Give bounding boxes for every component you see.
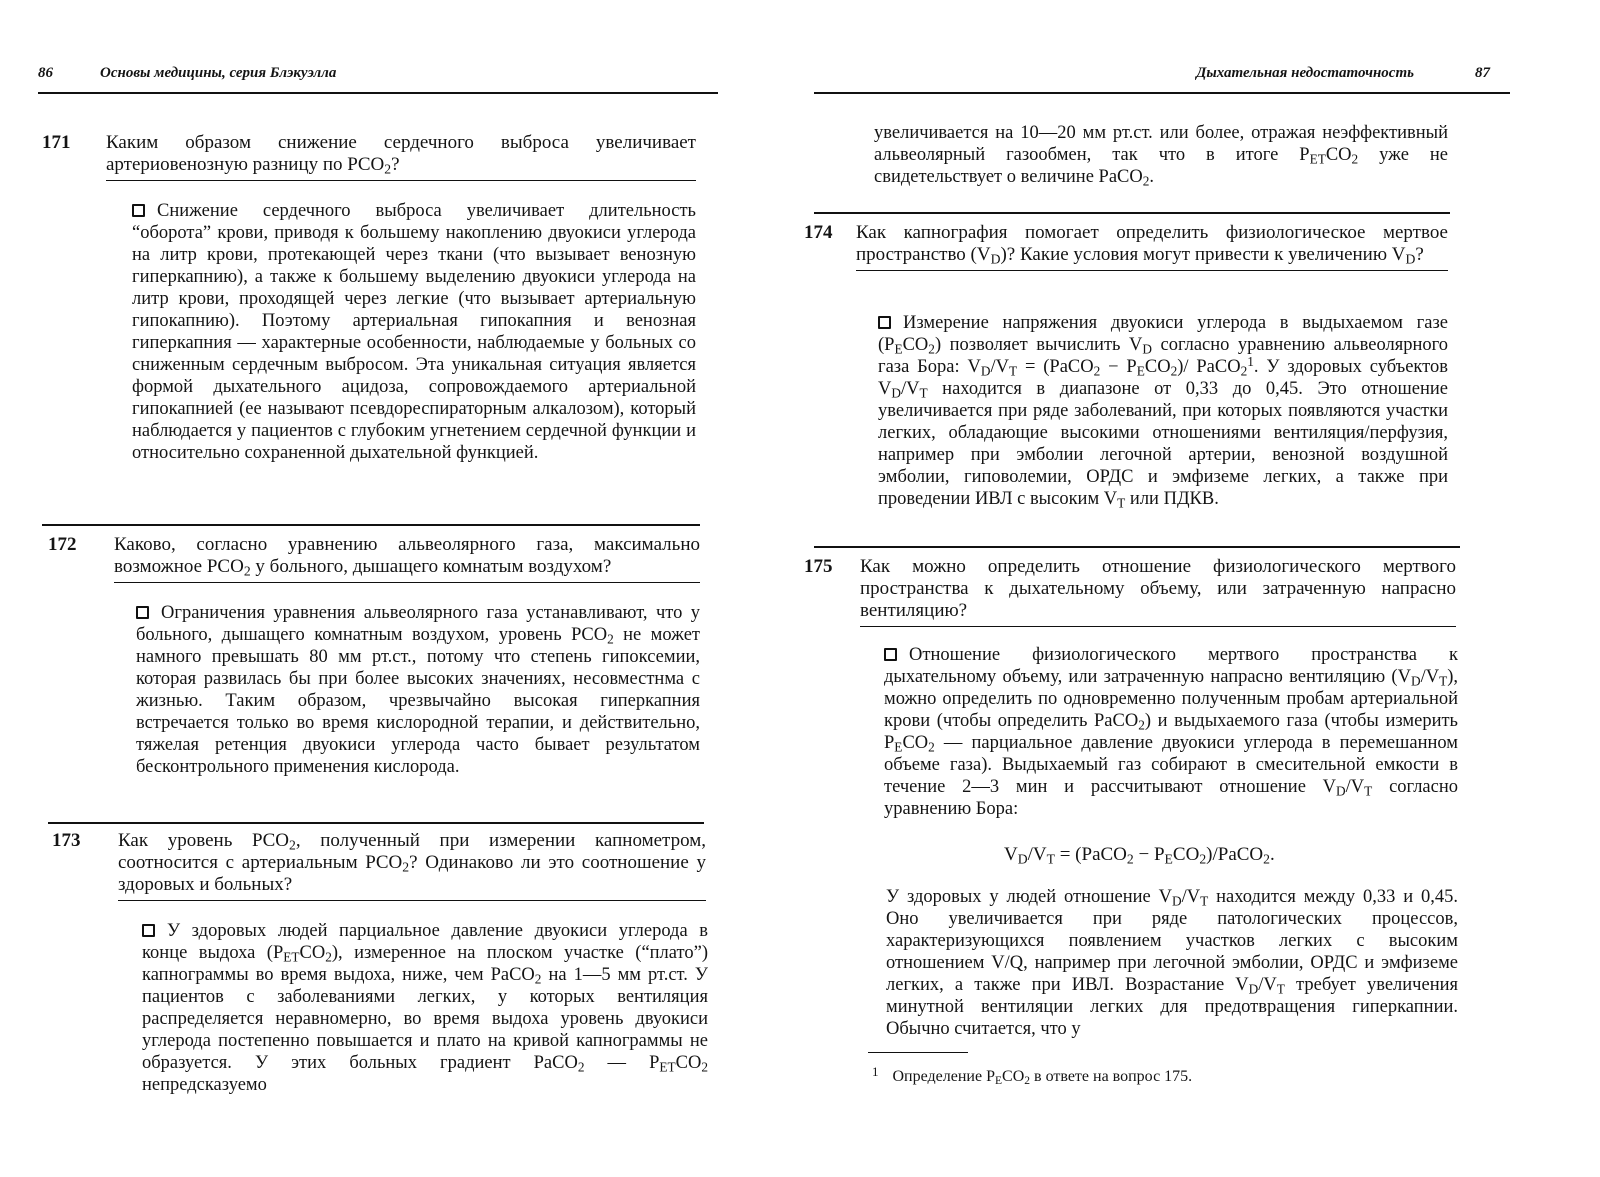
running-title: Основы медицины, серия Блэкуэлла — [100, 65, 337, 81]
question-175: Как можно определить отношение физиологического мертвого пространства к дыхательному объему, или затраченную напрасно вентиляцию? — [860, 556, 1456, 627]
section-divider — [42, 524, 700, 526]
checkbox-icon — [878, 316, 891, 329]
answer-175-continued: У здоровых у людей отношение $V_D/V_T$ находится между 0,33 и 0,45. Оно увеличивается при ряде патологических процессов, характеризующихся появлением участков легких с высоким отношением V/Q, например при легочной эмболии, ОРДС и эмфиземе легких, а также при ИВЛ. Возрастание $V_D/V_T$ требует увеличения минутной вентиляции легких для предотвращения гиперкапнии. Обычно считается, что у — [886, 887, 1459, 1039]
footnote-mark: 1 — [872, 1064, 879, 1079]
answer-174 — [878, 312, 1448, 510]
question-174: Как капнография помогает определить физиологическое мертвое пространство $(V_D)$? Какие условия могут привести к увеличению $V_D$? — [856, 222, 1448, 271]
question-171: Каким образом снижение сердечного выброса увеличивает артериовенозную разницу по $PCO_2$? — [106, 132, 696, 181]
checkbox-icon — [136, 606, 149, 619]
section-divider — [48, 822, 704, 824]
question-173: Как уровень $PCO_2$, полученный при измерении капнометром, соотносится с артериальным $PCO_2$? Одинаково ли это соотношение у здоровых и больных? — [118, 830, 706, 901]
answer-text: Снижение сердечного выброса увеличивает длительность “оборота” крови, приводя к большему накоплению двуокиси углерода на литр крови, протекающей через ткани (что вызывает венозную гиперкапнию), а также к большему выделению двуокиси углерода на литр крови, проходящей через легкие (что вызывает артериальную гипокапнию). Поэтому артериальная гипокапния и венозная гиперкапния — характерные особенности, наблюдаемые у больных со сниженным сердечным выбросом. Эта уникальная ситуация является формой дыхательного ацидоза, сопровождаемого артериальной гипокапнией (ее называют псевдореспираторным алкалозом), который наблюдается у пациентов с глубоким угнетением сердечной функции и относительно сохраненной дыхательной функцией. — [132, 201, 696, 463]
answer-172 — [136, 602, 700, 778]
question-number-175: 175 — [804, 556, 833, 577]
bohr-equation: $V_D/V_T$ = (PaCO$_2$ − $P_ECO_2)/PaCO_2$. — [1004, 844, 1275, 867]
page-number: 86 — [38, 65, 53, 81]
answer-text: У здоровых людей парциальное давление двуокиси углерода в конце выдоха $(P_{ET}CO_2)$, измеренное на плоском участке (“плато”) капнограммы во время выдоха, ниже, чем PaCO$_2$ на 1—5 мм рт.ст. У пациентов с заболеваниями легких, у которых вентиляция распределяется неравномерно, во время выдоха уровень двуокиси углерода постепенно повышается и плато на кривой капнограммы не образуется. У этих больных градиент PaCO$_2$ — $P_{ET}CO_2$ непредсказуемо — [142, 921, 708, 1095]
running-head-right — [814, 62, 1510, 94]
answer-171 — [132, 200, 696, 464]
answer-173-continued: увеличивается на 10—20 мм рт.ст. или более, отражая неэффективный альвеолярный газообмен, так что в итоге $P_{ET}CO_2$ уже не свидетельствует о величине PaCO$_2$. — [874, 123, 1448, 189]
answer-text: Измерение напряжения двуокиси углерода в выдыхаемом газе $(P_ECO_2)$ позволяет вычислить $V_D$ согласно уравнению альвеолярного газа Бора: $V_D/V_T$ = (PaCO$_2$ − $P_ECO_2)/$ PaCO$_2^1$. У здоровых субъектов $V_D/V_T$ находится в диапазоне от 0,33 до 0,45. Это отношение увеличивается при ряде заболеваний, при которых появляются участки легких, обладающие высокими отношениями вентиляция/перфузия, например при эмболии легочной артерии, венозной воздушной эмболии, гиповолемии, ОРДС и эмфиземе легких, а также при проведении ИВЛ с высоким $V_T$ или ПДКВ. — [878, 313, 1448, 511]
question-number-173: 173 — [52, 830, 81, 851]
checkbox-icon — [142, 924, 155, 937]
checkbox-icon — [132, 204, 145, 217]
page-number: 87 — [1475, 65, 1490, 81]
question-number-174: 174 — [804, 222, 833, 243]
checkbox-icon — [884, 648, 897, 661]
question-172: Каково, согласно уравнению альвеолярного газа, максимально возможное $PCO_2$ у больного, дышащего комнатым воздухом? — [114, 534, 700, 583]
answer-text: Отношение физиологического мертвого пространства к дыхательному объему, или затраченную напрасно вентиляцию $(V_D/V_T)$, можно определить по одновременно полученным пробам артериальной крови (чтобы определить PaCO$_2$) и выдыхаемого газа (чтобы измерить $P_ECO_2$ — парциальное давление двуокиси углерода в перемешанном объеме газа). Выдыхаемый газ собирают в смесительной емкости в течение 2—3 мин и рассчитывают отношение $V_D/V_T$ согласно уравнению Бора: — [884, 645, 1458, 819]
answer-173 — [142, 920, 708, 1096]
footnote — [872, 1064, 1193, 1087]
running-head-left — [38, 62, 718, 94]
answer-text: Ограничения уравнения альвеолярного газа устанавливают, что у больного, дышащего комнатным воздухом, уровень $PCO_2$ не может намного превышать 80 мм рт.ст., потому что степень гипоксемии, которая развилась бы при более высоких значениях, несовместнма с жизнью. Таким образом, чрезвычайно высокая гиперкапния встречается только во время кислородной терапии, и действительно, тяжелая ретенция двуокиси углерода часто бывает результатом бесконтрольного применения кислорода. — [136, 603, 700, 777]
section-divider — [814, 212, 1450, 214]
section-divider — [814, 546, 1460, 548]
footnote-divider — [868, 1052, 968, 1053]
question-number-172: 172 — [48, 534, 77, 555]
running-title: Дыхательная недостаточность — [1196, 65, 1414, 81]
footnote-text: Определение $P_ECO_2$ в ответе на вопрос 175. — [892, 1068, 1193, 1087]
answer-175 — [884, 644, 1458, 820]
question-number-171: 171 — [42, 132, 71, 153]
